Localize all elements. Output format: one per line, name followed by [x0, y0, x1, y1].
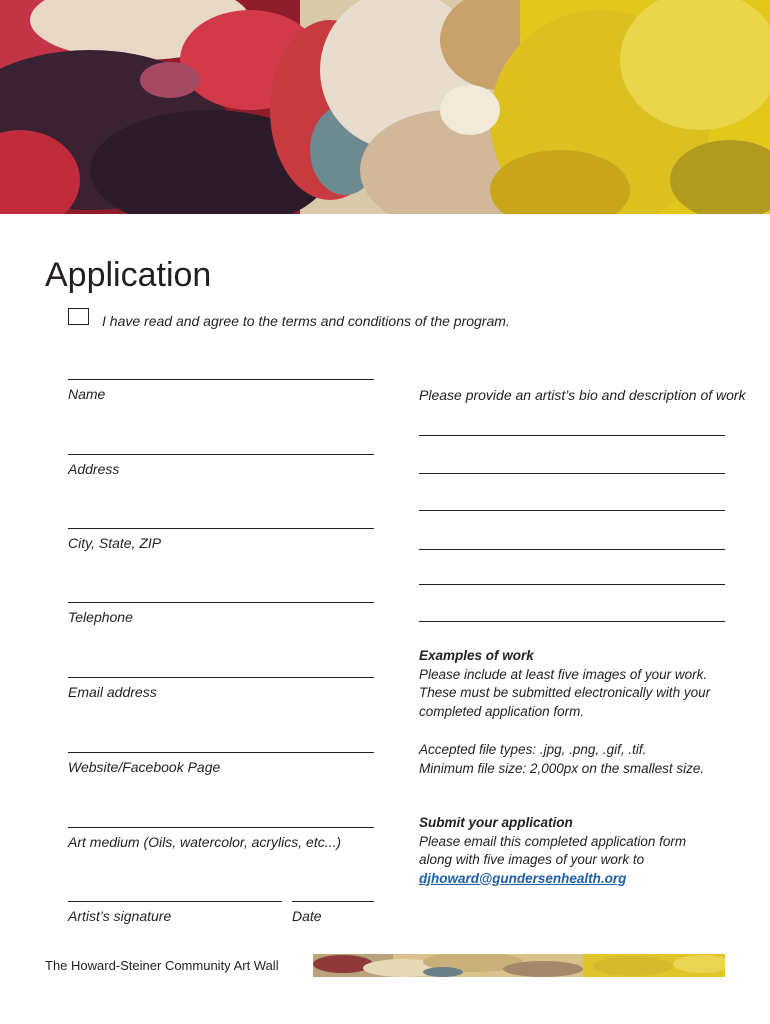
bio-line-6[interactable]: [419, 621, 725, 622]
bio-line-3[interactable]: [419, 510, 725, 511]
painting-banner: [0, 0, 770, 214]
website-line[interactable]: [68, 752, 374, 753]
file-types: Accepted file types: .jpg, .png, .gif, .tif.: [419, 742, 647, 757]
city-state-zip-label: City, State, ZIP: [68, 535, 162, 551]
name-field[interactable]: [68, 379, 374, 402]
telephone-label: Telephone: [68, 609, 133, 625]
name-line[interactable]: [68, 379, 374, 380]
examples-line: completed application form.: [419, 703, 585, 719]
medium-line[interactable]: [68, 827, 374, 828]
min-file-size: Minimum file size: 2,000px on the smallest size.: [419, 760, 705, 776]
agree-label: I have read and agree to the terms and conditions of the program.: [102, 313, 510, 329]
medium-field[interactable]: [68, 827, 374, 850]
address-label: Address: [68, 461, 120, 477]
submit-section: [419, 814, 739, 888]
bio-label: Please provide an artist’s bio and description of work: [419, 387, 746, 403]
city-state-zip-field[interactable]: [68, 528, 374, 551]
date-label: Date: [292, 908, 322, 924]
bio-line-2[interactable]: [419, 473, 725, 474]
website-field[interactable]: [68, 752, 374, 775]
submit-email-link[interactable]: djhoward@gundersenhealth.org: [419, 870, 627, 886]
agree-checkbox[interactable]: [68, 308, 89, 325]
footer-painting-strip: [313, 954, 725, 977]
submit-line: along with five images of your work to: [419, 852, 645, 867]
website-label: Website/Facebook Page: [68, 759, 221, 775]
address-field[interactable]: [68, 454, 374, 477]
bio-line-5[interactable]: [419, 584, 725, 585]
bio-line-4[interactable]: [419, 549, 725, 550]
examples-section: [419, 647, 739, 721]
footer-title: The Howard-Steiner Community Art Wall: [45, 958, 279, 973]
submit-line: Please email this completed application form: [419, 833, 687, 849]
telephone-line[interactable]: [68, 602, 374, 603]
signature-field[interactable]: [68, 901, 282, 924]
page-title: Application: [45, 256, 212, 294]
medium-label: Art medium (Oils, watercolor, acrylics, etc...): [68, 834, 342, 850]
name-label: Name: [68, 386, 106, 402]
bio-line-1[interactable]: [419, 435, 725, 436]
telephone-field[interactable]: [68, 602, 374, 625]
examples-heading: Examples of work: [419, 648, 534, 663]
submit-heading: Submit your application: [419, 815, 573, 830]
email-label: Email address: [68, 684, 157, 700]
date-line[interactable]: [292, 901, 374, 902]
email-field[interactable]: [68, 677, 374, 700]
email-line[interactable]: [68, 677, 374, 678]
painting-image: [0, 0, 770, 214]
address-line[interactable]: [68, 454, 374, 455]
examples-line: Please include at least five images of your work.: [419, 666, 708, 682]
examples-line: These must be submitted electronically with your: [419, 685, 711, 700]
footer-painting-image: [313, 954, 725, 977]
date-field[interactable]: [292, 901, 374, 924]
signature-label: Artist’s signature: [68, 908, 172, 924]
file-requirements: [419, 741, 739, 778]
city-state-zip-line[interactable]: [68, 528, 374, 529]
signature-line[interactable]: [68, 901, 282, 902]
